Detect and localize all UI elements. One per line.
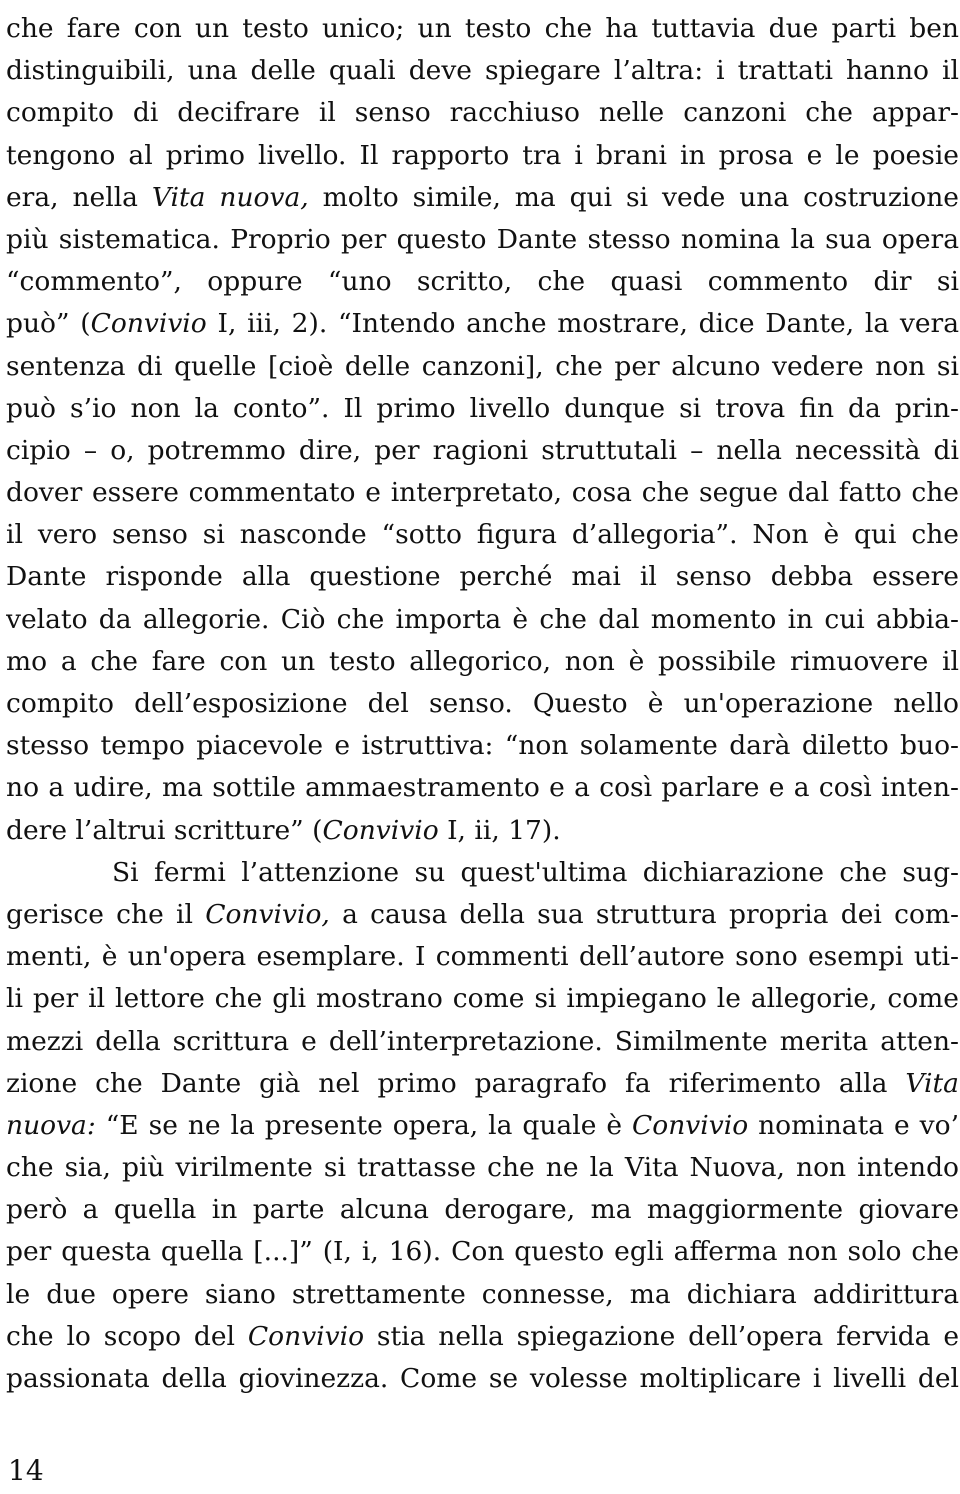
- text-run: che fare con un testo unico; un testo che ha tuttavia due parti ben: [6, 13, 959, 44]
- text-line: [6, 852, 959, 894]
- text-run: Dante risponde alla questione perché mai il senso debba essere: [6, 561, 959, 593]
- text-run: era, nella: [6, 181, 152, 213]
- text-line: [6, 1316, 959, 1358]
- text-run: a causa della sua struttura propria dei com-: [329, 898, 959, 930]
- italic-title: Convivio,: [205, 898, 330, 930]
- text-line: [6, 92, 959, 134]
- text-run: gerisce che il: [6, 898, 206, 930]
- text-line: [6, 1231, 959, 1273]
- text-line: [6, 936, 959, 978]
- text-run: no a udire, ma sottile ammaestramento e a così parlare e a così inten-: [6, 772, 959, 804]
- text-line: [6, 177, 959, 219]
- text-line: [6, 556, 959, 598]
- text-line: [6, 1189, 959, 1231]
- text-line: [6, 514, 959, 556]
- italic-title: Vita nuova,: [151, 181, 309, 213]
- text-line: [6, 430, 959, 472]
- text-line: [6, 599, 959, 641]
- text-run: stia nella spiegazione dell’opera fervida e: [364, 1320, 959, 1352]
- italic-title: Convivio: [247, 1320, 365, 1352]
- text-run: stesso tempo piacevole e istruttiva: “non solamente darà diletto buo-: [6, 730, 959, 762]
- italic-title: Convivio: [632, 1109, 749, 1141]
- text-line: [6, 767, 959, 809]
- text-line: [6, 388, 959, 430]
- text-line: [6, 1063, 959, 1105]
- body-text: [6, 8, 959, 1400]
- text-run: può” (: [6, 308, 91, 340]
- text-run: cipio – o, potremmo dire, per ragioni struttutali – nella necessità di: [6, 434, 959, 466]
- text-line: [6, 894, 959, 936]
- text-run: che sia, più virilmente si trattasse che ne la Vita Nuova, non intendo: [6, 1152, 959, 1184]
- text-line: [6, 683, 959, 725]
- text-line: [6, 261, 959, 303]
- text-run: compito dell’esposizione del senso. Questo è un'operazione nello: [6, 688, 959, 719]
- text-line: [6, 1147, 959, 1189]
- text-line: [6, 1274, 959, 1316]
- italic-title: nuova:: [6, 1109, 96, 1141]
- text-run: li per il lettore che gli mostrano come si impiegano le allegorie, come: [6, 983, 959, 1015]
- text-run: “commento”, oppure “uno scritto, che quasi commento dir si: [6, 266, 959, 298]
- text-run: dover essere commentato e interpretato, cosa che segue dal fatto che: [6, 477, 959, 509]
- text-run: mo a che fare con un testo allegorico, non è possibile rimuovere il: [6, 645, 959, 677]
- document-page: [6, 0, 959, 1494]
- text-run: dere l’altrui scritture” (: [6, 814, 323, 846]
- text-line: [6, 219, 959, 261]
- text-run: però a quella in parte alcuna derogare, ma maggiormente giovare: [6, 1194, 959, 1226]
- page-number: 14: [8, 1454, 44, 1487]
- text-line: [6, 135, 959, 177]
- italic-title: Convivio: [90, 308, 207, 340]
- text-run: velato da allegorie. Ciò che importa è che dal momento in cui abbia-: [6, 603, 959, 635]
- text-run: menti, è un'opera esemplare. I commenti dell’autore sono esempi uti-: [6, 941, 959, 973]
- text-run: compito di decifrare il senso racchiuso nelle canzoni che appar-: [6, 97, 959, 129]
- text-line: [6, 641, 959, 683]
- text-run: distinguibili, una delle quali deve spiegare l’altra: i trattati hanno il: [6, 55, 959, 87]
- text-run: mezzi della scrittura e dell’interpretazione. Similmente merita atten-: [6, 1025, 959, 1057]
- text-line: [6, 346, 959, 388]
- text-run: per questa quella [...]” (I, i, 16). Con questo egli afferma non solo che: [6, 1236, 959, 1268]
- text-run: nominata e vo’: [748, 1109, 959, 1141]
- text-run: I, iii, 2). “Intendo anche mostrare, dice Dante, la vera: [206, 308, 959, 340]
- text-run: più sistematica. Proprio per questo Dante stesso nomina la sua opera: [6, 223, 959, 255]
- text-line: [6, 725, 959, 767]
- text-line: [6, 810, 959, 852]
- text-line: [6, 303, 959, 345]
- text-run: zione che Dante già nel primo paragrafo fa riferimento alla: [6, 1067, 906, 1099]
- text-run: I, ii, 17).: [438, 814, 561, 846]
- text-run: le due opere siano strettamente connesse, ma dichiara addirittura: [6, 1278, 959, 1310]
- text-run: passionata della giovinezza. Come se volesse moltiplicare i livelli del: [6, 1363, 959, 1394]
- italic-title: Convivio: [322, 814, 439, 846]
- text-line: [6, 1021, 959, 1063]
- text-run: “E se ne la presente opera, la quale è: [95, 1109, 632, 1141]
- text-line: [6, 472, 959, 514]
- italic-title: Vita: [905, 1067, 959, 1099]
- text-run: tengono al primo livello. Il rapporto tra i brani in prosa e le poesie: [6, 139, 959, 171]
- text-run: sentenza di quelle [cioè delle canzoni], che per alcuno vedere non si: [6, 350, 959, 382]
- text-run: Si fermi l’attenzione su quest'ultima dichiarazione che sug-: [112, 856, 959, 888]
- text-line: [6, 8, 959, 50]
- text-run: può s’io non la conto”. Il primo livello dunque si trova fin da prin-: [6, 392, 959, 424]
- text-line: [6, 1358, 959, 1400]
- text-run: il vero senso si nasconde “sotto figura d’allegoria”. Non è qui che: [6, 519, 959, 551]
- text-run: che lo scopo del: [6, 1320, 248, 1352]
- text-run: molto simile, ma qui si vede una costruzione: [308, 181, 959, 213]
- text-line: [6, 50, 959, 92]
- text-line: [6, 978, 959, 1020]
- text-line: [6, 1105, 959, 1147]
